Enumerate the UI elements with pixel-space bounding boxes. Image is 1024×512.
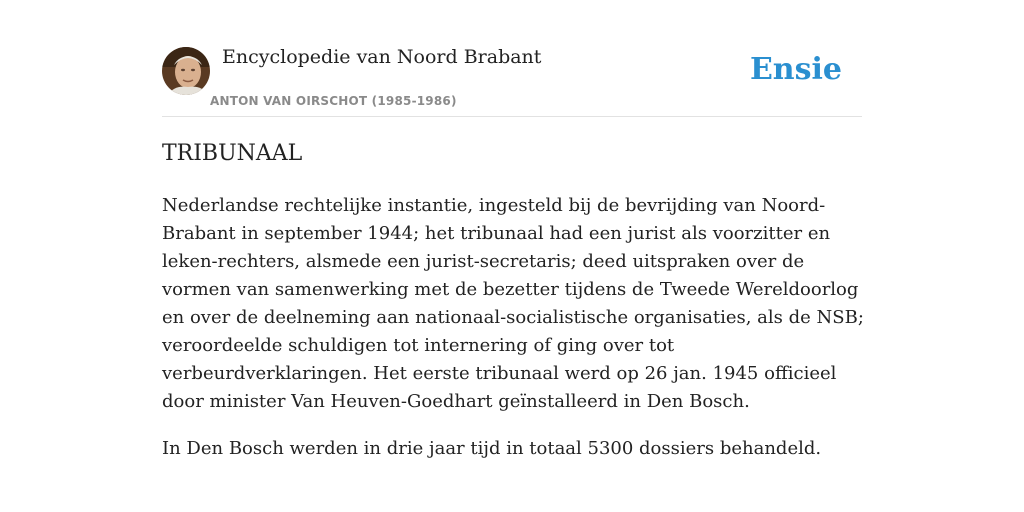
- author-portrait-icon: [162, 47, 210, 95]
- entry-paragraph: Nederlandse rechtelijke instantie, ingesteld bij de bevrijding van Noord-Brabant in september 1944; het tribunaal had een jurist als voorzitter en leken-rechters, alsmede een jurist-secretaris; deed uitspraken over de vormen van samenwerking met de bezetter tijdens de Tweede Wereldoorlog en over de deelneming aan nationaal-socialistische organisaties, als de NSB; veroordeelde schuldigen tot internering of ging over tot verbeurdverklaringen. Het eerste tribunaal werd op 26 jan. 1945 officieel door minister Van Heuven-Goedhart geïnstalleerd in Den Bosch.: [162, 195, 864, 412]
- author-avatar[interactable]: [162, 47, 210, 95]
- header: [162, 0, 862, 117]
- entry-title: TRIBUNAAL: [162, 141, 303, 166]
- source-title[interactable]: Encyclopedie van Noord Brabant: [222, 46, 542, 68]
- entry-paragraph: In Den Bosch werden in drie jaar tijd in totaal 5300 dossiers behandeld.: [162, 438, 822, 459]
- author-name[interactable]: ANTON VAN OIRSCHOT (1985-1986): [210, 94, 457, 108]
- ensie-logo[interactable]: Ensie: [749, 52, 842, 87]
- entry-body: [162, 192, 867, 482]
